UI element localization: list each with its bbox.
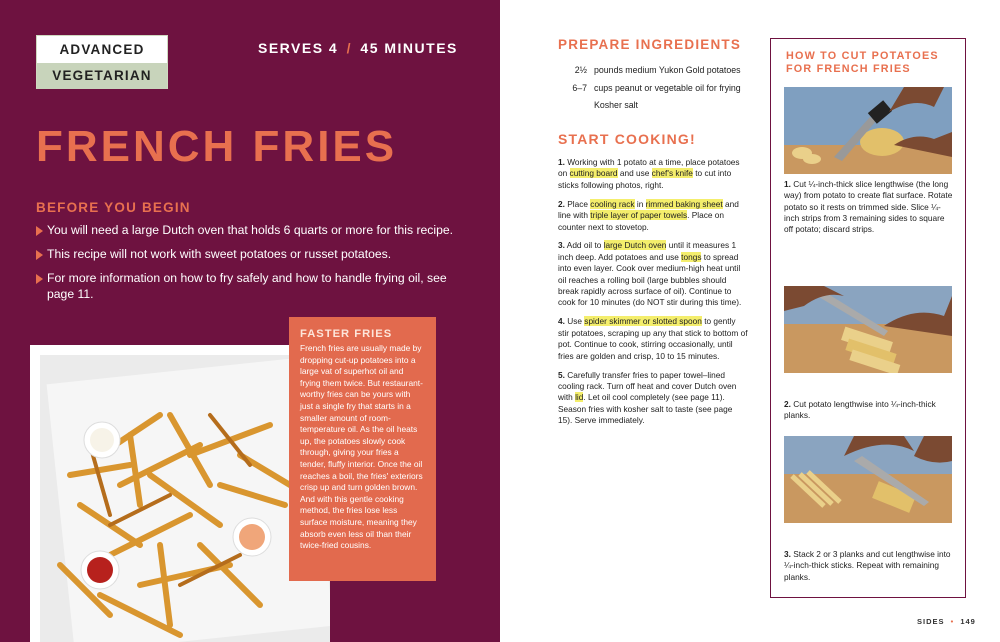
- equipment-highlight: tongs: [681, 251, 702, 262]
- triangle-bullet-icon: [36, 250, 43, 260]
- ingredient-text: cups peanut or vegetable oil for frying: [594, 82, 741, 93]
- ingredient-qty: 2½: [574, 65, 587, 75]
- cut-step-3-caption: [784, 549, 954, 583]
- equipment-highlight: rimmed baking sheet: [645, 198, 723, 209]
- step-number: 1.: [784, 179, 791, 189]
- cut-step-3-illustration: [784, 436, 952, 523]
- triangle-bullet-icon: [36, 226, 43, 236]
- recipe-title: FRENCH FRIES: [36, 122, 398, 171]
- footer-section: SIDES: [917, 617, 945, 626]
- faster-fries-heading: FASTER FRIES: [300, 328, 393, 340]
- step-text: to spread into even layer. Cook over medium-high heat until oil reaches a rolling boil (large bubbles should break rapidly across surface of oil). Continue to cook for 10 minutes (do NOT stir during this time).: [558, 251, 742, 308]
- equipment-highlight: large Dutch oven: [603, 240, 667, 251]
- equipment-highlight: cutting board: [569, 168, 618, 179]
- cut-step-2-photo: [784, 286, 952, 373]
- bullet-text: For more information on how to fry safely and how to handle frying oil, see page 11.: [47, 271, 447, 301]
- tag-advanced: ADVANCED: [37, 36, 167, 63]
- step-number: 5.: [558, 369, 565, 380]
- step-text: until it measures 1 inch deep. Add potatoes and use: [558, 240, 737, 262]
- equipment-highlight: cooling rack: [590, 198, 635, 209]
- step-text: . Let oil cool completely (see page 11). Season fries with kosher salt to taste (see page 15). Serve immediately.: [558, 392, 733, 426]
- page-footer: [917, 617, 976, 626]
- step-text: Working with 1 potato at a time, place potatoes on: [558, 157, 740, 179]
- step-text: Use: [567, 316, 585, 327]
- step-text: and use: [617, 168, 652, 179]
- cut-step-2-illustration: [784, 286, 952, 373]
- step-number: 1.: [558, 157, 565, 167]
- faster-fries-box: [289, 317, 436, 581]
- right-page: [500, 0, 1000, 642]
- fries-illustration: [40, 355, 330, 642]
- step-number: 2.: [784, 399, 791, 409]
- step-4: [558, 316, 748, 362]
- prepare-ingredients-heading: PREPARE INGREDIENTS: [558, 37, 742, 52]
- caption-text: Cut potato lengthwise into ¼-inch-thick planks.: [784, 399, 936, 421]
- footer-dot: •: [950, 617, 955, 626]
- bullet-text: This recipe will not work with sweet potatoes or russet potatoes.: [47, 247, 392, 261]
- caption-text: Cut ¼-inch-thick slice lengthwise (the long way) from potato to create flat surface. Rotate potato so it rests on trimmed side. Slice ¼-inch strips from 3 remaining sides to square off potato; discard strips.: [784, 179, 953, 235]
- triangle-bullet-icon: [36, 274, 43, 284]
- step-text: Add oil to: [566, 240, 604, 251]
- bullet-item: [36, 271, 456, 302]
- ingredient-row: [558, 97, 741, 115]
- ingredients-list: [558, 62, 741, 115]
- step-1: [558, 157, 748, 191]
- cut-step-2-caption: [784, 399, 954, 422]
- how-to-cut-box: [770, 38, 966, 598]
- equipment-highlight: triple layer of paper towels: [590, 210, 688, 221]
- step-text: to cut into sticks following photos, right.: [558, 168, 732, 190]
- start-cooking-heading: START COOKING!: [558, 131, 696, 147]
- bullet-item: [36, 247, 456, 263]
- time-label: 45 MINUTES: [360, 40, 458, 56]
- ingredient-row: [558, 62, 741, 80]
- step-number: 3.: [784, 549, 791, 559]
- cut-step-1-caption: [784, 179, 954, 235]
- step-2: [558, 199, 748, 233]
- step-text: and line with: [558, 198, 739, 221]
- equipment-highlight: chef's knife: [651, 168, 693, 179]
- bullet-text: You will need a large Dutch oven that holds 6 quarts or more for this recipe.: [47, 223, 454, 237]
- ingredient-qty: 6–7: [572, 82, 587, 93]
- before-bullets: [36, 223, 456, 311]
- cut-step-1-illustration: [784, 87, 952, 174]
- step-text: . Place on counter next to stovetop.: [558, 210, 725, 232]
- step-number: 2.: [558, 198, 565, 209]
- caption-text: Stack 2 or 3 planks and cut lengthwise into ¼-inch-thick sticks. Repeat with remaining planks.: [784, 549, 951, 582]
- serves-time: [258, 40, 458, 56]
- step-5: [558, 370, 748, 427]
- ingredient-text: pounds medium Yukon Gold potatoes: [594, 65, 741, 75]
- how-to-cut-heading: HOW TO CUT POTATOES FOR FRENCH FRIES: [786, 50, 939, 75]
- french-fries-photo: [40, 355, 330, 642]
- cut-step-1-photo: [784, 87, 952, 174]
- equipment-highlight: spider skimmer or slotted spoon: [584, 316, 702, 327]
- serves-label: SERVES 4: [258, 40, 339, 56]
- cooking-steps: [558, 157, 748, 434]
- step-text: Carefully transfer fries to paper towel–lined cooling rack. Turn off heat and cover Dutch oven with: [558, 369, 737, 403]
- step-number: 4.: [558, 316, 565, 327]
- faster-fries-body: French fries are usually made by dropping cut-up potatoes into a large vat of superhot oil and frying them twice. But restaurant-worthy fries can be yours with just a single fry that starts in a smaller amount of room-temperature oil. As the oil heats up, the potatoes slowly cook through, giving your fries a tender, fluffy interior. Once the oil reaches a boil, the fries' exteriors crisp up and turn golden brown. And with this gentle cooking method, the fries lose less surface moisture, meaning they absorb even less oil than their twice-fried cousins.: [300, 343, 423, 551]
- page-number: 149: [960, 617, 976, 626]
- step-text: in: [634, 198, 646, 209]
- cut-step-3-photo: [784, 436, 952, 523]
- before-you-begin-heading: BEFORE YOU BEGIN: [36, 200, 191, 215]
- serves-slash: /: [346, 40, 353, 56]
- step-number: 3.: [558, 240, 565, 251]
- tag-vegetarian: VEGETARIAN: [37, 63, 167, 89]
- step-text: to gently stir potatoes, scraping up any that stick to bottom of pot. Continue to cook, stirring occasionally, until fries are golden and crisp, 10 to 15 minutes.: [558, 316, 748, 361]
- step-text: Place: [567, 198, 591, 209]
- equipment-highlight: lid: [575, 392, 584, 403]
- ingredient-text: Kosher salt: [594, 100, 639, 110]
- step-3: [558, 240, 748, 308]
- ingredient-row: [558, 80, 741, 98]
- ingredient-qty: [558, 97, 594, 115]
- bullet-item: [36, 223, 456, 239]
- recipe-tags: [36, 35, 168, 89]
